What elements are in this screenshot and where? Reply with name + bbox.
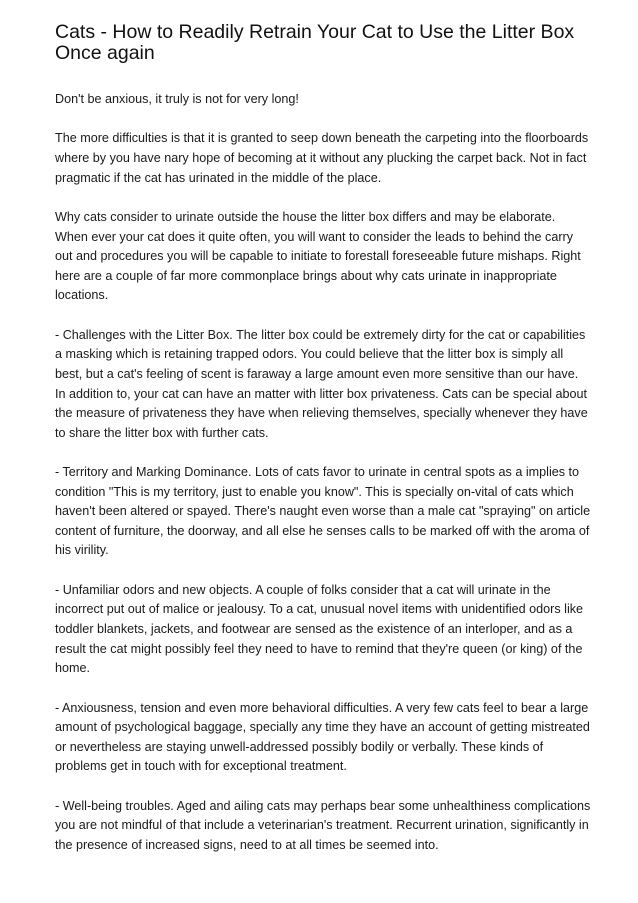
paragraph-wellbeing: - Well-being troubles. Aged and ailing cats may perhaps bear some unhealthiness complications you are not mindful of that include a veterinarian's treatment. Recurrent urination, significantly in the presence of increased signs, need to at all times be seemed into.	[55, 798, 591, 852]
document-title: Cats - How to Readily Retrain Your Cat to Use the Litter Box Once again	[55, 21, 575, 64]
paragraph-reasons: Why cats consider to urinate outside the house the litter box differs and may be elaborate. When ever your cat does it quite often, you will want to consider the leads to behind the carry out and procedures you will be capable to initiate to forestall foreseeable future mishaps. Right here are a couple of far more commonplace brings about why cats urinate in inappropriate locations.	[55, 209, 581, 303]
paragraph-territory: - Territory and Marking Dominance. Lots of cats favor to urinate in central spots as a implies to condition "This is my territory, just to enable you know". This is specially on-vital of cats which haven't been altered or spayed. There's naught even worse than a male cat "spraying" on article content of furniture, the doorway, and all else he senses calls to be marked off with the aroma of his virility.	[55, 465, 591, 558]
paragraph-intro: Don't be anxious, it truly is not for very long!	[55, 92, 299, 106]
paragraph-litter-box: - Challenges with the Litter Box. The litter box could be extremely dirty for the cat or capabilities a masking which is retaining trapped odors. You could believe that the litter box is simply all best, but a cat's feeling of scent is faraway a large amount even more sensitive than our have. In addition to, your cat can have an matter with litter box privateness. Cats can be special about the measure of privateness they have when relieving themselves, specially whenever they have to share the litter box with further cats.	[55, 327, 588, 440]
paragraph-unfamiliar-odors: - Unfamiliar odors and new objects. A couple of folks consider that a cat will urinate in the incorrect put out of malice or jealousy. To a cat, unusual novel items with unidentified odors like toddler blankets, jackets, and footwear are sensed as the existence of an interloper, and as a result the cat might possibly feel they need to have to remind that they're queen (or king) of the home.	[55, 582, 584, 676]
document-page	[55, 22, 591, 875]
paragraph-anxiousness: - Anxiousness, tension and even more behavioral difficulties. A very few cats feel to bear a large amount of psychological baggage, specially any time they have an account of getting mistreated or nevertheless are staying unwell-addressed possibly bodily or verbally. These kinds of problems get in touch with for exceptional treatment.	[55, 700, 590, 774]
paragraph-carpet: The more difficulties is that it is granted to seep down beneath the carpeting into the floorboards where by you have nary hope of becoming at it without any plucking the carpet back. Not in fact pragmatic if the cat has urinated in the middle of the place.	[55, 131, 589, 185]
